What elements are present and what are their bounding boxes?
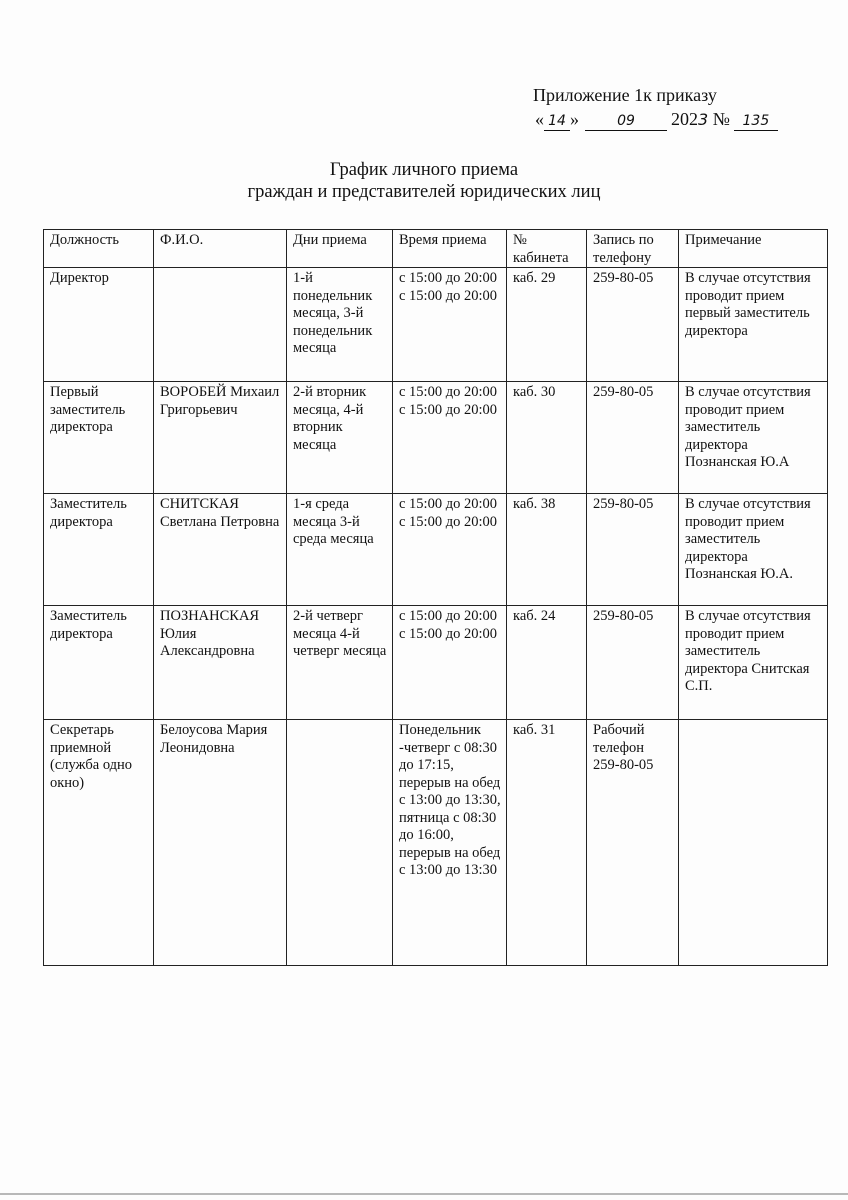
cell-name: Белоусова Мария Леонидовна (154, 720, 287, 966)
cell-name: СНИТСКАЯ Светлана Петровна (154, 494, 287, 606)
order-reference (535, 108, 778, 131)
table-row (44, 720, 828, 966)
cell-days: 1-й понедельник месяца, 3-й понедельник месяца (287, 268, 393, 382)
cell-room: каб. 30 (507, 382, 587, 494)
cell-days: 2-й вторник месяца, 4-й вторник месяца (287, 382, 393, 494)
cell-position: Секретарь приемной (служба одно окно) (44, 720, 154, 966)
cell-name: ПОЗНАНСКАЯ Юлия Александровна (154, 606, 287, 720)
scan-edge-line (0, 1193, 848, 1195)
column-header-note: Примечание (679, 230, 828, 268)
order-year-suffix: 3 (698, 110, 709, 129)
table-row (44, 268, 828, 382)
cell-phone: 259-80-05 (587, 606, 679, 720)
column-header-room: № кабинета (507, 230, 587, 268)
table-row (44, 606, 828, 720)
cell-position: Заместитель директора (44, 606, 154, 720)
cell-position: Первый заместитель директора (44, 382, 154, 494)
reception-schedule-table (43, 229, 828, 966)
cell-note: В случае отсутствия проводит прием первый заместитель директора (679, 268, 828, 382)
cell-name: ВОРОБЕЙ Михаил Григорьевич (154, 382, 287, 494)
cell-time: с 15:00 до 20:00 с 15:00 до 20:00 (393, 494, 507, 606)
column-header-phone: Запись по телефону (587, 230, 679, 268)
cell-room: каб. 24 (507, 606, 587, 720)
document-title (0, 159, 848, 203)
order-number: 135 (734, 112, 778, 131)
cell-note: В случае отсутствия проводит прием заместитель директора Снитская С.П. (679, 606, 828, 720)
cell-note: В случае отсутствия проводит прием заместитель директора Познанская Ю.А. (679, 494, 828, 606)
order-year-prefix: 202 (671, 109, 698, 129)
title-line-2: граждан и представителей юридических лиц (247, 182, 601, 202)
cell-phone: 259-80-05 (587, 268, 679, 382)
cell-room: каб. 29 (507, 268, 587, 382)
cell-time: с 15:00 до 20:00 с 15:00 до 20:00 (393, 268, 507, 382)
cell-time: Понедельник -четверг с 08:30 до 17:15, перерыв на обед с 13:00 до 13:30, пятница с 08:30 до 16:00, перерыв на обед с 13:00 до 13:30 (393, 720, 507, 966)
table-header-row (44, 230, 828, 268)
cell-days: 1-я среда месяца 3-й среда месяца (287, 494, 393, 606)
cell-time: с 15:00 до 20:00 с 15:00 до 20:00 (393, 606, 507, 720)
cell-room: каб. 31 (507, 720, 587, 966)
quote-open: « (535, 109, 544, 129)
column-header-time: Время приема (393, 230, 507, 268)
cell-days (287, 720, 393, 966)
cell-time: с 15:00 до 20:00 с 15:00 до 20:00 (393, 382, 507, 494)
cell-phone: 259-80-05 (587, 382, 679, 494)
cell-phone: Рабочий телефон 259-80-05 (587, 720, 679, 966)
table-row (44, 494, 828, 606)
quote-close: » (570, 109, 579, 129)
cell-position: Заместитель директора (44, 494, 154, 606)
cell-days: 2-й четверг месяца 4-й четверг месяца (287, 606, 393, 720)
order-month: 09 (585, 112, 667, 131)
order-day: 14 (544, 112, 570, 131)
column-header-name: Ф.И.О. (154, 230, 287, 268)
cell-room: каб. 38 (507, 494, 587, 606)
cell-note (679, 720, 828, 966)
table-row (44, 382, 828, 494)
column-header-position: Должность (44, 230, 154, 268)
column-header-days: Дни приема (287, 230, 393, 268)
cell-name (154, 268, 287, 382)
number-sign: № (712, 109, 730, 129)
cell-phone: 259-80-05 (587, 494, 679, 606)
title-line-1: График личного приема (329, 160, 519, 180)
cell-note: В случае отсутствия проводит прием заместитель директора Познанская Ю.А (679, 382, 828, 494)
cell-position: Директор (44, 268, 154, 382)
appendix-label: Приложение 1к приказу (533, 85, 717, 105)
